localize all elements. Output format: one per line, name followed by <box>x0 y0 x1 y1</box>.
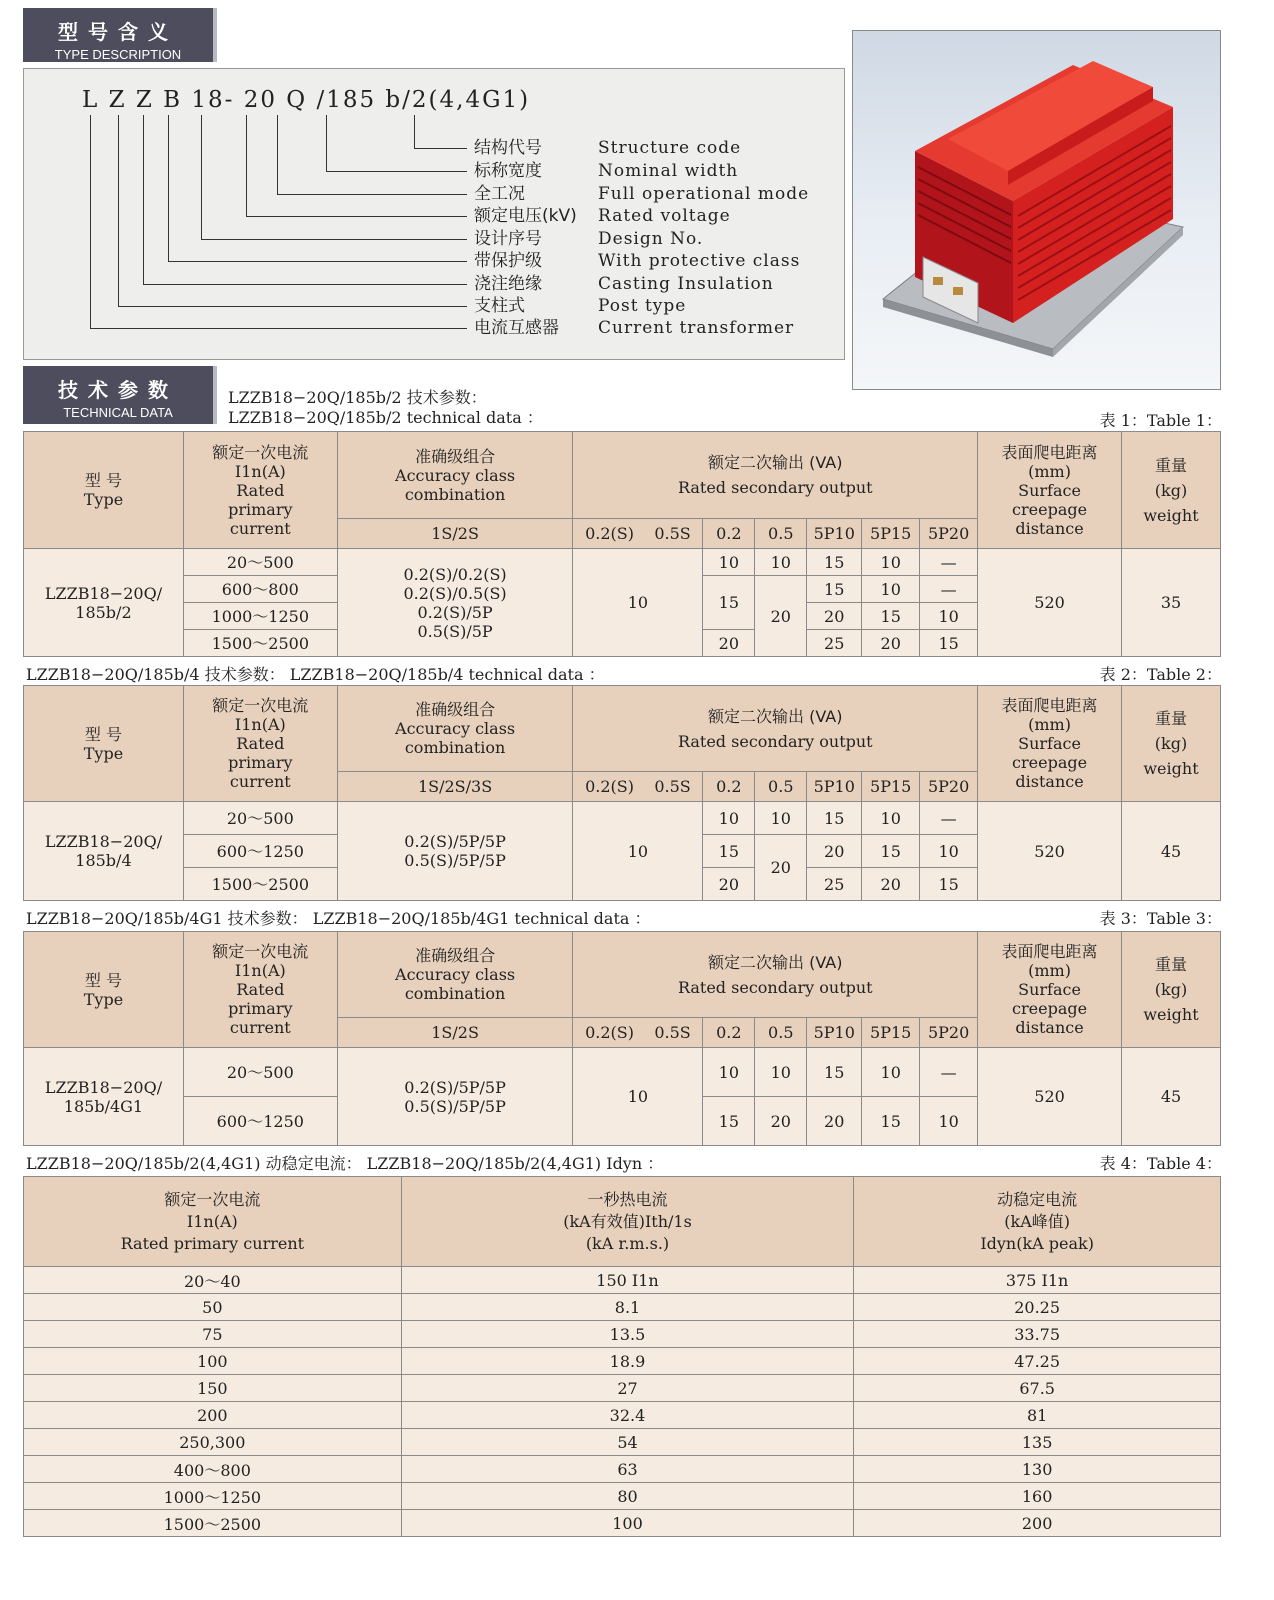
table-cell <box>24 432 184 549</box>
table-cell: 20 <box>807 1097 862 1146</box>
table-cell <box>573 932 978 1018</box>
text-value: Type <box>83 490 124 509</box>
table1-caption-zh: LZZB18−20Q/185b/2 技术参数： <box>228 388 487 407</box>
table-row <box>24 1348 1221 1375</box>
text-value: I1n(A) <box>234 461 286 481</box>
table-cell: 1S/2S <box>337 1018 573 1048</box>
table-cell: 130 <box>854 1456 1221 1483</box>
text-value: 0.2(S) <box>585 777 634 796</box>
text-value: 额定一次电流 <box>164 1189 261 1209</box>
text-value: Surface <box>1018 980 1081 999</box>
table-cell <box>401 1177 854 1267</box>
text-value: Rated secondary output <box>677 731 873 751</box>
text-value: (mm) <box>1028 715 1071 734</box>
table-cell: 1S/2S/3S <box>337 772 573 802</box>
text-value: Accuracy class <box>395 965 516 984</box>
table-cell: 1000～1250 <box>24 1483 402 1510</box>
text-value: Idyn(kA peak) <box>980 1233 1094 1253</box>
table-row <box>24 1294 1221 1321</box>
table-row <box>24 1402 1221 1429</box>
text-value: primary <box>228 999 293 1018</box>
table-cell <box>1121 432 1220 549</box>
text-value: primary <box>228 753 293 772</box>
table-cell: 25 <box>807 868 862 901</box>
text-value: distance <box>1015 772 1084 791</box>
table-cell: 10 <box>920 835 978 868</box>
table-cell: 50 <box>24 1294 402 1321</box>
text-value: (kA r.m.s.) <box>585 1233 670 1253</box>
table-cell <box>978 932 1122 1048</box>
text-value: 全工况 <box>474 184 525 204</box>
table-cell <box>1121 686 1220 802</box>
text-value: 0.5S <box>654 777 691 796</box>
table-cell: 15 <box>807 1048 862 1097</box>
table-cell: 15 <box>862 1097 920 1146</box>
table-cell: 200 <box>24 1402 402 1429</box>
table-row <box>24 1483 1221 1510</box>
table-cell: 5P15 <box>862 1018 920 1048</box>
table-cell: 20 <box>755 1097 807 1146</box>
legend-item <box>474 184 809 204</box>
text-value: Accuracy class <box>395 465 516 485</box>
table-cell: 0.2 <box>703 1018 755 1048</box>
table-cell: 20 <box>703 868 755 901</box>
table-cell <box>337 1048 573 1146</box>
table3-caption: LZZB18−20Q/185b/4G1 技术参数： LZZB18−20Q/185b/4G1 technical data ： <box>26 909 651 928</box>
table2-number: 表 2：Table 2： <box>1099 665 1222 684</box>
text-value: 0.2(S)/5P/5P <box>404 1077 506 1097</box>
table2-caption: LZZB18−20Q/185b/4 技术参数： LZZB18−20Q/185b/4 technical data ： <box>26 665 605 684</box>
table-cell: 20 <box>807 835 862 868</box>
table-cell: 20 <box>703 630 755 657</box>
table-cell: 5P20 <box>920 1018 978 1048</box>
table-cell <box>337 549 573 657</box>
text-value: distance <box>1015 518 1084 538</box>
text-value: Rated secondary output <box>677 977 873 997</box>
table-cell: 10 <box>573 549 703 657</box>
table-cell: 15 <box>862 603 920 630</box>
text-value: 准确级组合 <box>415 946 496 965</box>
table-cell: 47.25 <box>854 1348 1221 1375</box>
table-row <box>24 1456 1221 1483</box>
text-value: (kg) <box>1154 480 1188 500</box>
table-cell: 5P20 <box>920 772 978 802</box>
table-cell: 25 <box>807 630 862 657</box>
table-cell: 20 <box>755 835 807 901</box>
text-value: 0.2(S)/5P <box>417 602 493 622</box>
table-cell: — <box>920 576 978 603</box>
table-cell: 1S/2S <box>337 519 573 549</box>
text-value: LZZB18−20Q/ <box>44 583 163 603</box>
table-cell: 15 <box>862 835 920 868</box>
text-value: weight <box>1143 759 1199 778</box>
text-value: 重量 <box>1154 955 1187 974</box>
table-cell <box>183 686 337 802</box>
table-cell: 100 <box>24 1348 402 1375</box>
legend-item <box>474 296 686 316</box>
table-cell: 10 <box>573 802 703 901</box>
text-value: (kA有效值)Ith/1s <box>563 1211 692 1231</box>
text-value: 额定一次电流 <box>212 942 309 961</box>
table-cell: 5P10 <box>807 772 862 802</box>
text-value: 0.5(S)/5P/5P <box>404 851 506 870</box>
table-cell: 520 <box>978 549 1122 657</box>
table-cell: 63 <box>401 1456 854 1483</box>
table-cell: 10 <box>703 1048 755 1097</box>
text-value: 额定电压(kV) <box>474 206 577 226</box>
text-value: (kA峰值) <box>1004 1211 1071 1231</box>
text-value: primary <box>228 499 293 519</box>
table-cell <box>1121 932 1220 1048</box>
table-cell: 200 <box>854 1510 1221 1537</box>
table-cell: 10 <box>755 549 807 576</box>
table-cell: 10 <box>920 603 978 630</box>
text-value: 0.2(S) <box>585 1023 634 1042</box>
text-value: Rated voltage <box>598 206 731 226</box>
table-cell: 10 <box>862 802 920 835</box>
table-cell: 0.2 <box>703 519 755 549</box>
text-value: Rated <box>236 480 285 500</box>
text-value: 准确级组合 <box>415 446 496 466</box>
text-value: I1n(A) <box>234 961 286 980</box>
table-cell: 10 <box>755 1048 807 1097</box>
table-cell <box>24 686 184 802</box>
text-value: current <box>229 1018 291 1037</box>
table-cell: 67.5 <box>854 1375 1221 1402</box>
table-cell <box>24 802 184 901</box>
table-cell: 520 <box>978 1048 1122 1146</box>
table-4 <box>23 1176 1221 1537</box>
table-cell <box>337 432 573 519</box>
table-cell <box>183 432 337 549</box>
text-value: Current transformer <box>598 318 795 338</box>
text-value: current <box>229 518 291 538</box>
text-value: Surface <box>1018 734 1081 753</box>
table-cell <box>183 932 337 1048</box>
model-code: L Z Z B 18- 20 Q /185 b/2(4,4G1) <box>82 87 531 113</box>
table-cell: 20～500 <box>183 549 337 576</box>
table-1 <box>23 431 1221 657</box>
table-cell: 1500～2500 <box>183 630 337 657</box>
text-value: 额定一次电流 <box>212 696 309 715</box>
table-cell: 75 <box>24 1321 402 1348</box>
table-row <box>24 1321 1221 1348</box>
table-cell: 10 <box>703 549 755 576</box>
type-description-title-zh: 型号含义 <box>58 20 178 44</box>
table-cell: 150 <box>24 1375 402 1402</box>
legend-item <box>474 318 794 338</box>
model-code-diagram <box>23 68 845 360</box>
text-value: 浇注绝缘 <box>474 274 542 294</box>
table-cell: 600～800 <box>183 576 337 603</box>
table-row <box>24 1429 1221 1456</box>
table1-number: 表 1：Table 1： <box>1099 411 1222 430</box>
table-row <box>24 1510 1221 1537</box>
text-value: weight <box>1143 1005 1199 1024</box>
table-cell: 0.5 <box>755 519 807 549</box>
table-cell: 600～1250 <box>183 835 337 868</box>
table-cell: 32.4 <box>401 1402 854 1429</box>
table-cell: 54 <box>401 1429 854 1456</box>
text-value: 0.2(S) <box>585 524 634 543</box>
table-cell: 10 <box>920 1097 978 1146</box>
text-value: Type <box>83 989 124 1009</box>
text-value: 标称宽度 <box>474 161 542 181</box>
text-value: Full operational mode <box>598 184 810 204</box>
text-value: creepage <box>1012 753 1088 772</box>
table-cell <box>573 686 978 772</box>
product-photo <box>852 30 1221 390</box>
text-value: 准确级组合 <box>415 700 496 719</box>
text-value: Accuracy class <box>395 719 516 738</box>
table-cell: 250,300 <box>24 1429 402 1456</box>
table-cell <box>337 932 573 1018</box>
text-value: 额定一次电流 <box>212 442 309 462</box>
table-cell: 10 <box>755 802 807 835</box>
table-cell: 5P10 <box>807 1018 862 1048</box>
text-value: 动稳定电流 <box>997 1189 1078 1209</box>
text-value: 型 号 <box>84 471 122 490</box>
text-value: 支柱式 <box>474 296 525 316</box>
table-cell: 10 <box>862 576 920 603</box>
table-cell: 100 <box>401 1510 854 1537</box>
legend-item <box>474 274 774 294</box>
text-value: 重量 <box>1154 455 1187 475</box>
table-cell: 5P15 <box>862 519 920 549</box>
text-value: I1n(A) <box>186 1211 238 1231</box>
text-value: 额定二次输出 (VA) <box>708 453 843 472</box>
table-cell <box>573 772 703 802</box>
table-cell: 5P15 <box>862 772 920 802</box>
text-value: 表面爬电距离 <box>1001 942 1098 961</box>
table-cell: 1000～1250 <box>183 603 337 630</box>
table-cell: 20～500 <box>183 1048 337 1097</box>
table4-caption: LZZB18−20Q/185b/2(4,4G1) 动稳定电流： LZZB18−20Q/185b/2(4,4G1) Idyn ： <box>26 1154 664 1173</box>
text-value: 额定二次输出 (VA) <box>708 952 843 972</box>
text-value: distance <box>1015 1018 1084 1037</box>
table-cell: 27 <box>401 1375 854 1402</box>
legend-item <box>474 251 800 271</box>
table-cell: 10 <box>862 1048 920 1097</box>
table-cell: — <box>920 802 978 835</box>
table-row <box>24 1375 1221 1402</box>
text-value: 0.5S <box>654 524 691 543</box>
text-value: combination <box>404 484 506 504</box>
text-value: 0.5S <box>654 1023 691 1042</box>
table3-number: 表 3：Table 3： <box>1099 909 1222 928</box>
text-value: Design No. <box>598 229 704 249</box>
legend-item <box>474 229 703 249</box>
table-cell: 5P20 <box>920 519 978 549</box>
text-value: (kg) <box>1154 980 1188 999</box>
table-cell: 150 I1n <box>401 1267 854 1294</box>
text-value: 型 号 <box>84 724 122 744</box>
text-value: Nominal width <box>598 161 739 181</box>
text-value: Rated primary current <box>120 1233 305 1253</box>
table-cell: 33.75 <box>854 1321 1221 1348</box>
text-value: (kg) <box>1154 734 1188 753</box>
legend-item <box>474 161 738 181</box>
text-value: 结构代号 <box>474 138 542 158</box>
table-cell: 20 <box>755 576 807 657</box>
text-value: combination <box>404 984 506 1003</box>
text-value: LZZB18−20Q/ <box>44 832 163 851</box>
table-cell: 10 <box>862 549 920 576</box>
table-cell: — <box>920 1048 978 1097</box>
current-transformer-illustration <box>853 31 1220 389</box>
table-cell: 520 <box>978 802 1122 901</box>
table-cell: 10 <box>573 1048 703 1146</box>
text-value: Structure code <box>598 138 742 158</box>
table-cell: 18.9 <box>401 1348 854 1375</box>
table-cell: 45 <box>1121 802 1220 901</box>
table-cell: 160 <box>854 1483 1221 1510</box>
table-cell: 20～40 <box>24 1267 402 1294</box>
table-row <box>24 1267 1221 1294</box>
table-cell: 0.2 <box>703 772 755 802</box>
text-value: Surface <box>1018 480 1081 500</box>
text-value: Rated <box>236 734 285 753</box>
text-value: 设计序号 <box>474 229 542 249</box>
table-cell <box>24 549 184 657</box>
table-cell <box>573 519 703 549</box>
table-cell: — <box>920 549 978 576</box>
text-value: 185b/4 <box>75 851 132 870</box>
text-value: Type <box>83 743 124 763</box>
text-value: weight <box>1143 505 1199 525</box>
text-value: 185b/4G1 <box>63 1096 144 1116</box>
text-value: 表面爬电距离 <box>1001 442 1098 462</box>
table-cell: 15 <box>703 576 755 630</box>
text-value: 带保护级 <box>474 251 542 271</box>
text-value: (mm) <box>1028 461 1071 481</box>
text-value: LZZB18−20Q/ <box>44 1077 163 1097</box>
table-cell <box>24 1048 184 1146</box>
text-value: creepage <box>1012 999 1088 1018</box>
table-cell: 400～800 <box>24 1456 402 1483</box>
text-value: combination <box>404 738 506 757</box>
text-value: 0.2(S)/5P/5P <box>404 832 506 851</box>
text-value: 表面爬电距离 <box>1001 696 1098 715</box>
table-cell: 20 <box>862 630 920 657</box>
table-cell <box>978 432 1122 549</box>
technical-data-header <box>23 366 217 424</box>
text-value: 185b/2 <box>75 602 132 622</box>
table-cell: 80 <box>401 1483 854 1510</box>
table-cell: 45 <box>1121 1048 1220 1146</box>
table-3 <box>23 931 1221 1146</box>
table-cell <box>978 686 1122 802</box>
table-cell: 15 <box>807 802 862 835</box>
table-cell: 8.1 <box>401 1294 854 1321</box>
table-cell <box>854 1177 1221 1267</box>
type-description-title-en: TYPE DESCRIPTION <box>54 47 182 62</box>
table-cell: 20～500 <box>183 802 337 835</box>
table-cell: 35 <box>1121 549 1220 657</box>
text-value: 型 号 <box>84 970 122 990</box>
text-value: 0.2(S)/0.5(S) <box>403 583 507 603</box>
text-value: current <box>229 772 291 791</box>
table-cell: 15 <box>920 868 978 901</box>
table-cell: 20.25 <box>854 1294 1221 1321</box>
text-value: 电流互感器 <box>474 318 559 338</box>
table-cell <box>337 686 573 772</box>
text-value: (mm) <box>1028 961 1071 980</box>
text-value: Rated <box>236 980 285 999</box>
table-cell: 15 <box>703 1097 755 1146</box>
text-value: 0.5(S)/5P/5P <box>404 1096 506 1116</box>
table-cell: 13.5 <box>401 1321 854 1348</box>
table-cell <box>24 1177 402 1267</box>
table-cell: 15 <box>807 576 862 603</box>
legend-item <box>474 206 731 226</box>
technical-data-title-zh: 技术参数 <box>58 378 178 402</box>
table-cell: 15 <box>807 549 862 576</box>
table-cell: 81 <box>854 1402 1221 1429</box>
table-2 <box>23 685 1221 901</box>
text-value: creepage <box>1012 499 1088 519</box>
text-value: Casting Insulation <box>598 274 774 294</box>
table1-caption-en: LZZB18−20Q/185b/2 technical data ： <box>228 408 543 427</box>
type-description-header <box>23 8 217 62</box>
text-value: I1n(A) <box>234 715 286 734</box>
table-cell: 0.5 <box>755 1018 807 1048</box>
table-cell <box>337 802 573 901</box>
table-cell: 135 <box>854 1429 1221 1456</box>
text-value: Post type <box>598 296 687 316</box>
table-cell: 1500～2500 <box>24 1510 402 1537</box>
text-value: 重量 <box>1154 709 1187 728</box>
technical-data-title-en: TECHNICAL DATA <box>63 405 173 420</box>
table-cell <box>573 432 978 519</box>
table-cell: 10 <box>703 802 755 835</box>
text-value: 额定二次输出 (VA) <box>708 706 843 726</box>
table-cell: 375 I1n <box>854 1267 1221 1294</box>
table-cell: 15 <box>703 835 755 868</box>
text-value: With protective class <box>598 251 801 271</box>
text-value: 一秒热电流 <box>587 1189 668 1209</box>
table-cell: 20 <box>807 603 862 630</box>
text-value: 0.2(S)/0.2(S) <box>403 564 507 584</box>
table4-number: 表 4：Table 4： <box>1099 1154 1222 1173</box>
table-cell <box>24 932 184 1048</box>
table-cell: 600～1250 <box>183 1097 337 1146</box>
table-cell: 20 <box>862 868 920 901</box>
table-cell: 5P10 <box>807 519 862 549</box>
text-value: 0.5(S)/5P <box>417 621 493 641</box>
legend-item <box>474 138 741 158</box>
table-cell: 1500～2500 <box>183 868 337 901</box>
table-cell <box>573 1018 703 1048</box>
text-value: Rated secondary output <box>677 478 873 497</box>
table-cell: 15 <box>920 630 978 657</box>
table-cell: 0.5 <box>755 772 807 802</box>
